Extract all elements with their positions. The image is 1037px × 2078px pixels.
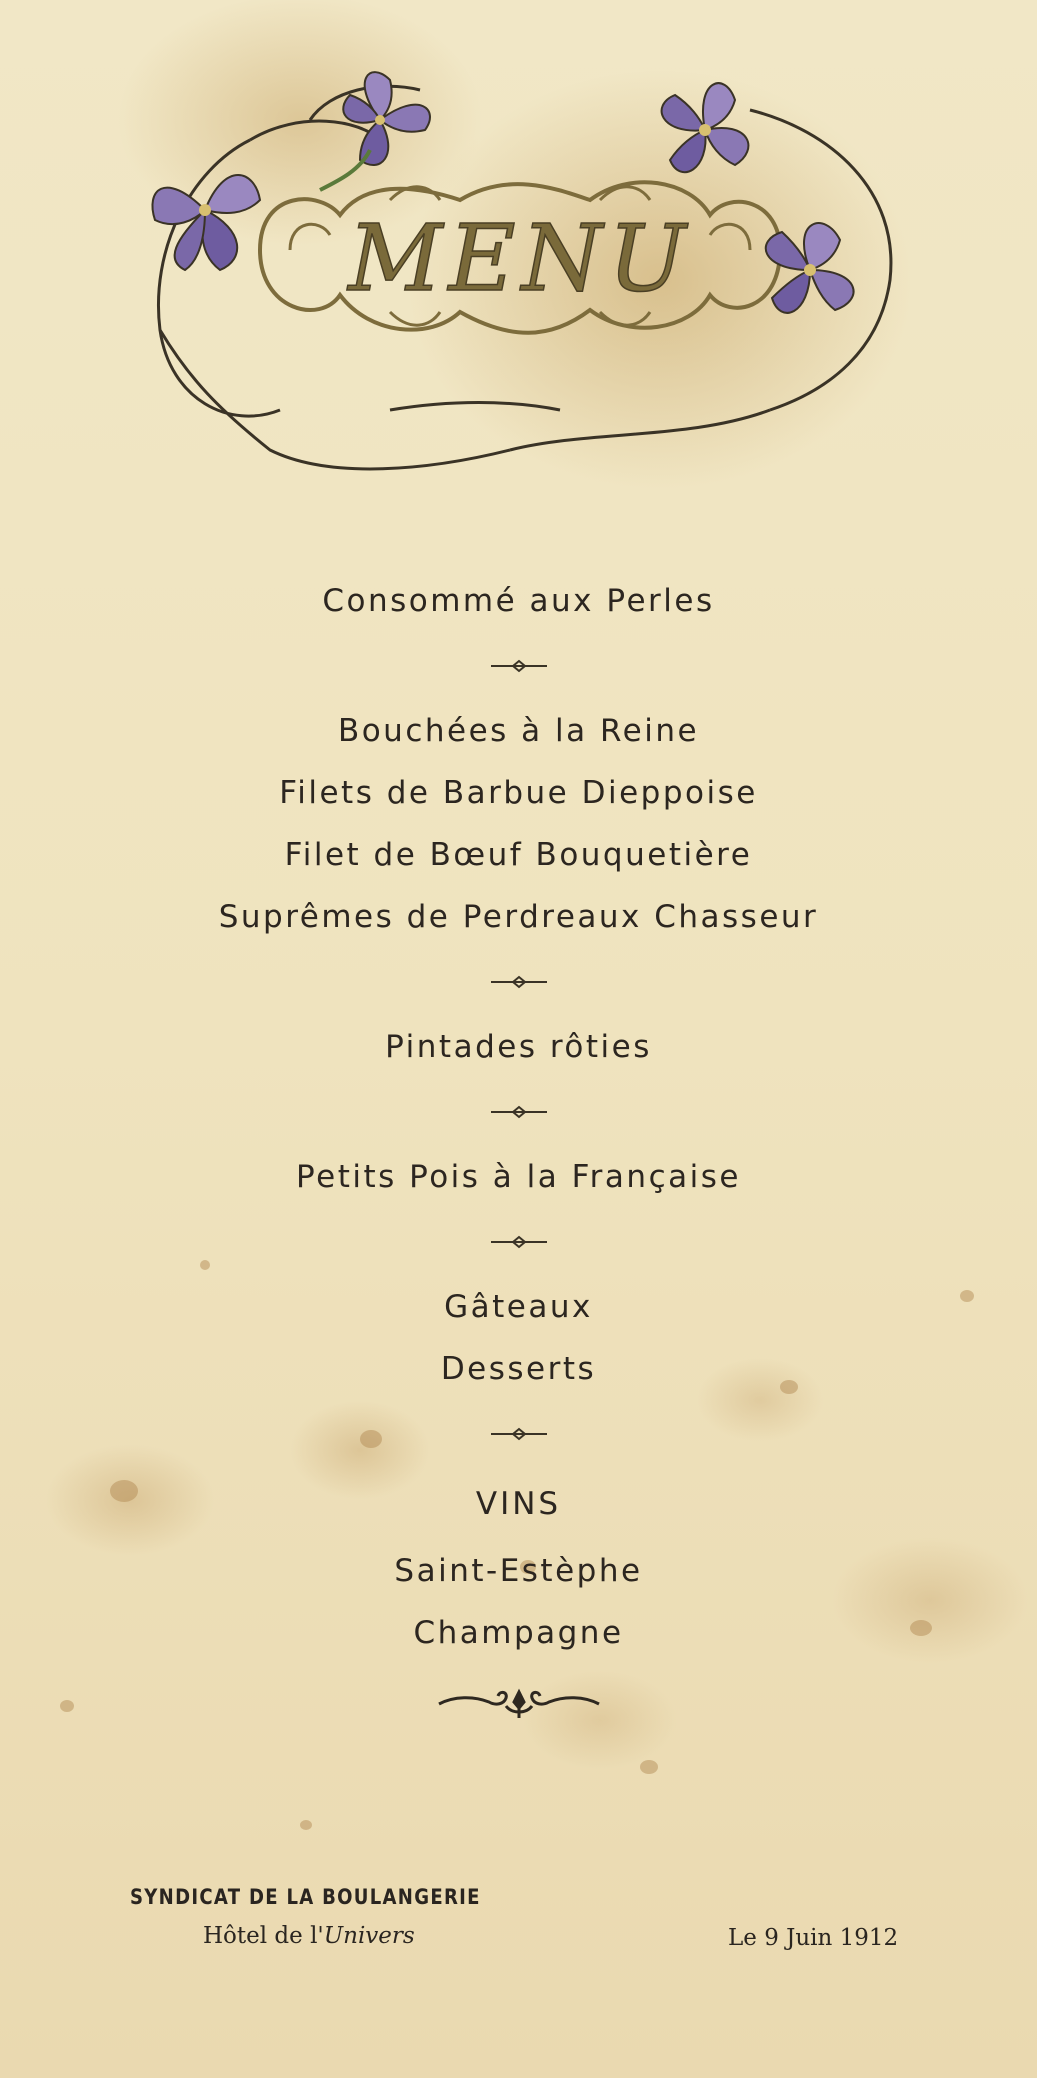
menu-item: Pintades rôties [385, 1029, 652, 1065]
wine-item: Saint-Estèphe [394, 1553, 643, 1589]
separator-ornament-icon [489, 1105, 549, 1119]
menu-header-ornament [130, 50, 910, 490]
menu-item: Suprêmes de Perdreaux Chasseur [218, 899, 819, 935]
menu-footer [0, 1885, 1037, 2005]
violet-flower-icon [152, 175, 260, 270]
menu-title: MENU [348, 205, 692, 312]
separator-ornament-icon [489, 659, 549, 673]
separator-ornament-icon [489, 975, 549, 989]
venue-name [203, 1923, 415, 1949]
course-separator [0, 632, 1037, 700]
menu-item: Desserts [440, 1351, 597, 1387]
wine-item: Champagne [413, 1615, 624, 1651]
wines-title: VINS [475, 1486, 562, 1522]
menu-item: Bouchées à la Reine [337, 713, 700, 749]
course-separator [0, 1078, 1037, 1146]
event-date: Le 9 Juin 1912 [728, 1925, 899, 1951]
stain-spot [300, 1820, 312, 1830]
menu-item: Gâteaux [444, 1289, 593, 1325]
venue-italic: Univers [323, 1923, 415, 1949]
separator-ornament-icon [489, 1235, 549, 1249]
flourish-ornament-icon [434, 1684, 604, 1724]
menu-item: Petits Pois à la Française [296, 1159, 741, 1195]
menu-item: Consommé aux Perles [322, 583, 715, 619]
menu-item: Filet de Bœuf Bouquetière [284, 837, 753, 873]
course-separator [0, 1400, 1037, 1468]
venue-prefix: Hôtel de l' [203, 1923, 324, 1949]
menu-list [0, 570, 1037, 1744]
menu-item: Filets de Barbue Dieppoise [279, 775, 758, 811]
course-separator [0, 1208, 1037, 1276]
course-separator [0, 948, 1037, 1016]
separator-ornament-icon [489, 1427, 549, 1441]
stain-spot [640, 1760, 658, 1774]
violet-flower-icon [662, 83, 749, 172]
closing-flourish [0, 1664, 1037, 1744]
organization-name: SYNDICAT DE LA BOULANGERIE [130, 1885, 481, 1909]
